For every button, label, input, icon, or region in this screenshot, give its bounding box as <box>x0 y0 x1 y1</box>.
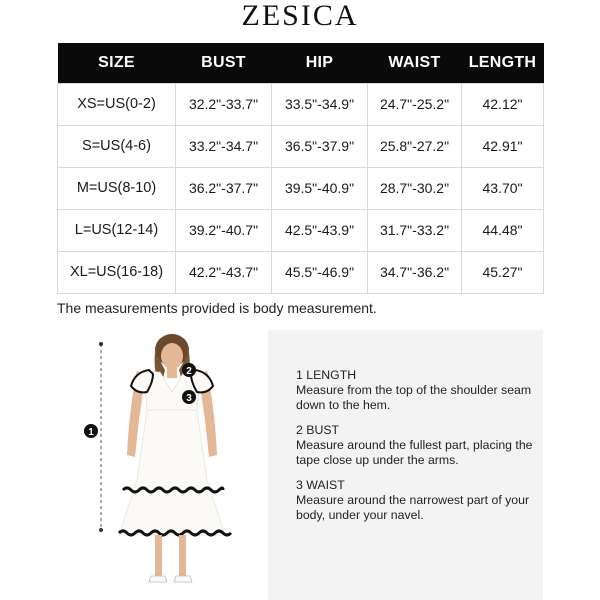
measurement-instructions-panel <box>268 330 543 600</box>
svg-text:3: 3 <box>186 393 192 404</box>
length-cell: 42.91" <box>462 125 544 167</box>
size-chart-table <box>57 43 544 294</box>
marker-length-icon <box>84 424 98 438</box>
table-row <box>58 209 544 251</box>
hip-cell: 39.5"-40.9" <box>272 167 368 209</box>
bust-cell: 32.2"-33.7" <box>176 83 272 125</box>
bust-cell: 36.2"-37.7" <box>176 167 272 209</box>
size-cell: XL=US(16-18) <box>58 251 176 293</box>
waist-cell: 28.7"-30.2" <box>368 167 462 209</box>
instruction-title: 2 BUST <box>296 423 340 437</box>
marker-bust-icon <box>182 363 196 377</box>
table-row <box>58 167 544 209</box>
length-guide-line <box>99 342 103 532</box>
table-row <box>58 83 544 125</box>
instruction-title: 3 WAIST <box>296 478 345 492</box>
brand-logo: ZESICA <box>241 0 359 32</box>
model-legs <box>149 535 192 582</box>
header-bust: BUST <box>176 43 272 83</box>
waist-cell: 25.8"-27.2" <box>368 125 462 167</box>
instruction-length <box>296 368 536 413</box>
waist-cell: 34.7"-36.2" <box>368 251 462 293</box>
hip-cell: 45.5"-46.9" <box>272 251 368 293</box>
header-waist: WAIST <box>368 43 462 83</box>
table-row <box>58 125 544 167</box>
hip-cell: 36.5"-37.9" <box>272 125 368 167</box>
waist-cell: 24.7"-25.2" <box>368 83 462 125</box>
header-length: LENGTH <box>462 43 544 83</box>
dress-figure <box>57 330 267 600</box>
length-cell: 44.48" <box>462 209 544 251</box>
svg-text:1: 1 <box>88 427 94 438</box>
instruction-desc: Measure from the top of the shoulder seam down to the hem. <box>296 383 532 412</box>
length-cell: 43.70" <box>462 167 544 209</box>
dress-illustration <box>57 330 267 600</box>
bust-cell: 33.2"-34.7" <box>176 125 272 167</box>
table-header-row <box>58 43 544 83</box>
bust-cell: 42.2"-43.7" <box>176 251 272 293</box>
size-cell: S=US(4-6) <box>58 125 176 167</box>
length-cell: 45.27" <box>462 251 544 293</box>
header-hip: HIP <box>272 43 368 83</box>
hip-cell: 33.5"-34.9" <box>272 83 368 125</box>
measurement-note: The measurements provided is body measurement. <box>57 300 377 316</box>
waist-cell: 31.7"-33.2" <box>368 209 462 251</box>
instruction-desc: Measure around the fullest part, placing the tape close up under the arms. <box>296 438 533 467</box>
size-cell: M=US(8-10) <box>58 167 176 209</box>
instruction-title: 1 LENGTH <box>296 368 357 382</box>
size-cell: XS=US(0-2) <box>58 83 176 125</box>
svg-text:2: 2 <box>186 366 192 377</box>
instruction-bust <box>296 423 536 468</box>
size-cell: L=US(12-14) <box>58 209 176 251</box>
marker-waist-icon <box>182 390 196 404</box>
bust-cell: 39.2"-40.7" <box>176 209 272 251</box>
left-ruffle-sleeve <box>131 370 153 392</box>
header-size: SIZE <box>58 43 176 83</box>
instruction-waist <box>296 478 536 523</box>
length-cell: 42.12" <box>462 83 544 125</box>
instruction-desc: Measure around the narrowest part of your body, under your navel. <box>296 493 530 522</box>
hip-cell: 42.5"-43.9" <box>272 209 368 251</box>
table-row <box>58 251 544 293</box>
